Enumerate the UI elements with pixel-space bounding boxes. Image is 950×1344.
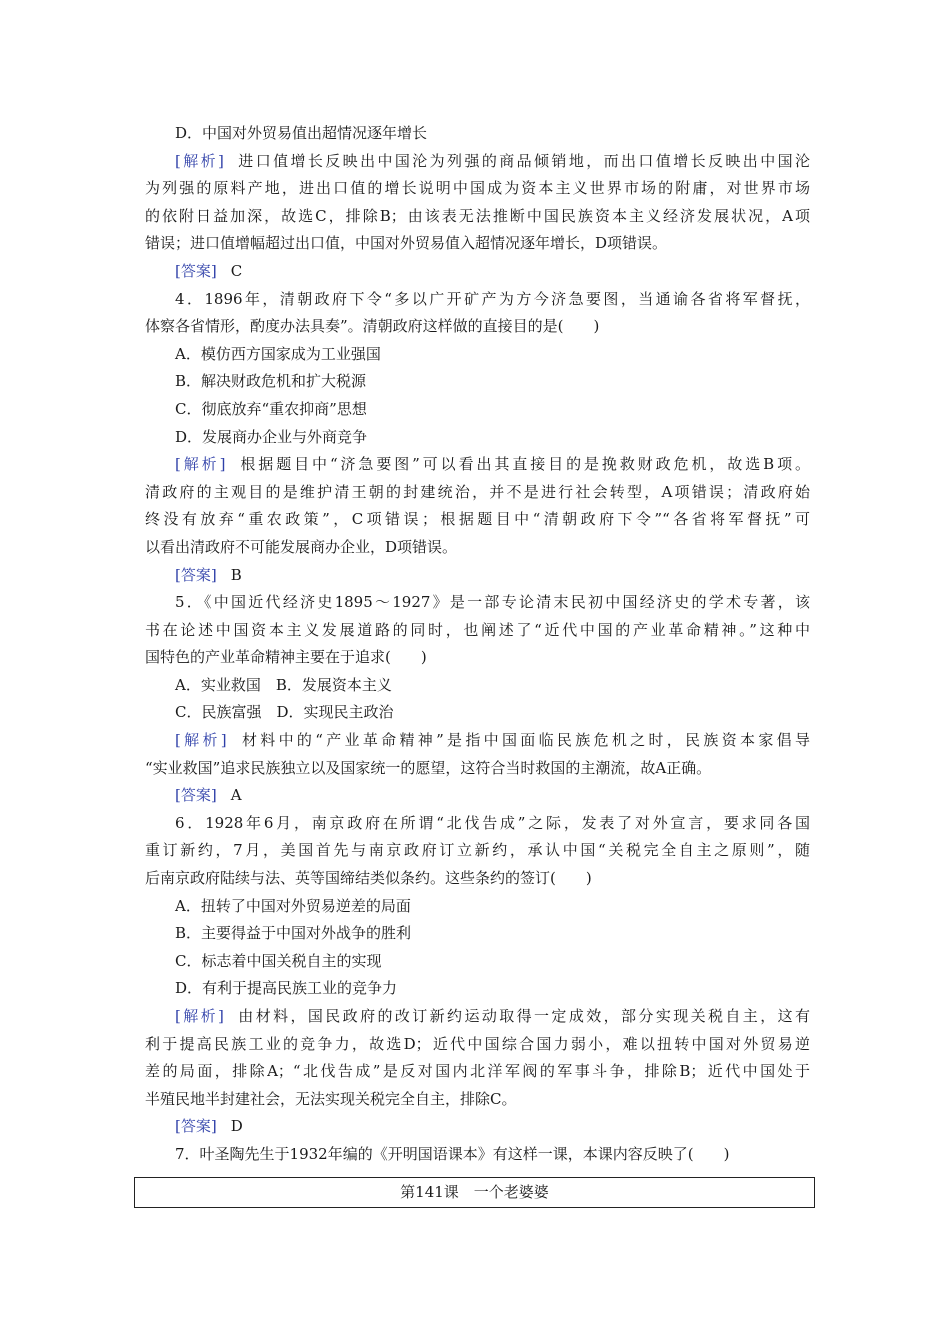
q6-option-c: C．标志着中国关税自主的实现: [175, 951, 382, 970]
q6-option-b: B．主要得益于中国对外战争的胜利: [175, 924, 412, 943]
q3-analysis-line: 为列强的原料产地，进出口值的增长说明中国成为资本主义世界市场的附庸，对世界市场: [145, 179, 810, 198]
q6-option-a: A．扭转了中国对外贸易逆差的局面: [175, 896, 411, 915]
q6-analysis-line: [解析] 由材料，国民政府的改订新约运动取得一定成效，部分实现关税自主，这有: [175, 1007, 810, 1025]
analysis-tag: [解析]: [175, 151, 224, 170]
answer-tag: [答案]: [175, 261, 217, 280]
analysis-tag: [解析]: [175, 1007, 224, 1025]
q3-answer: [145, 258, 810, 286]
lesson-title-box: [134, 1177, 815, 1208]
q4-answer: [145, 562, 810, 590]
q4-stem-line: 4．1896年，清朝政府下令“多以广开矿产为方今济急要图，当通谕各省将军督抚，: [175, 289, 810, 308]
q5-analysis-line: [解析] 材料中的“产业革命精神”是指中国面临民族危机之时，民族资本家倡导: [175, 731, 810, 750]
q4-analysis-line: 以看出清政府不可能发展商办企业，D项错误。: [145, 537, 458, 556]
q3-analysis-line: [解析] 进口值增长反映出中国沦为列强的商品倾销地，而出口值增长反映出中国沦: [175, 151, 810, 170]
q6-stem-line: 6．1928年6月，南京政府在所谓“北伐告成”之际，发表了对外宣言，要求同各国: [175, 813, 810, 832]
answer-value: A: [230, 786, 242, 805]
q6-answer: [145, 1113, 810, 1141]
q4-option-a: A．模仿西方国家成为工业强国: [175, 344, 381, 363]
q6-stem-line: 重订新约，7月，美国首先与南京政府订立新约，承认中国“关税完全自主之原则”，随: [145, 841, 810, 860]
analysis-tag: [解析]: [175, 731, 227, 750]
q4-option-c: C．彻底放弃“重农抑商”思想: [175, 399, 367, 418]
answer-tag: [答案]: [175, 565, 217, 584]
q5-answer: [145, 782, 810, 810]
q5-stem-line: 5．《中国近代经济史1895～1927》是一部专论清末民初中国经济史的学术专著，该: [175, 593, 810, 612]
q3-analysis-line: 的依附日益加深，故选C，排除B；由该表无法推断中国民族资本主义经济发展状况，A项: [145, 206, 810, 225]
q5-stem-line: 书在论述中国资本主义发展道路的同时，也阐述了“近代中国的产业革命精神。”这种中: [145, 620, 810, 639]
q4-stem-line: 体察各省情形，酌度办法具奏”。清朝政府这样做的直接目的是( ): [145, 317, 600, 336]
q6-analysis-line: 差的局面，排除A；“北伐告成”是反对国内北洋军阀的军事斗争，排除B；近代中国处于: [145, 1062, 810, 1081]
document-page: [145, 120, 810, 1169]
answer-value: D: [230, 1117, 243, 1136]
q6-analysis-line: 利于提高民族工业的竞争力，故选D；近代中国综合国力弱小，难以扭转中国对外贸易逆: [145, 1034, 810, 1053]
q6-stem-line: 后南京政府陆续与法、英等国缔结类似条约。这些条约的签订( ): [145, 869, 592, 888]
lesson-title: 第141课 一个老婆婆: [400, 1183, 549, 1201]
answer-value: B: [230, 565, 242, 584]
q4-analysis-line: 终没有放弃“重农政策”，C项错误；根据题目中“清朝政府下令”“各省将军督抚”可: [145, 510, 810, 529]
q7-stem-line: 7．叶圣陶先生于1932年编的《开明国语课本》有这样一课，本课内容反映了( ): [175, 1144, 730, 1163]
q4-analysis-line: [解析] 根据题目中“济急要图”可以看出其直接目的是挽救财政危机，故选B项。: [175, 455, 810, 474]
q6-option-d: D．有利于提高民族工业的竞争力: [175, 979, 398, 998]
q5-options-ab: A．实业救国 B．发展资本主义: [175, 675, 392, 694]
q4-option-b: B．解决财政危机和扩大税源: [175, 372, 367, 391]
q4-option-d: D．发展商办企业与外商竞争: [175, 427, 368, 446]
q6-analysis-line: 半殖民地半封建社会，无法实现关税完全自主，排除C。: [145, 1089, 517, 1108]
answer-tag: [答案]: [175, 786, 217, 805]
answer-value: C: [230, 261, 243, 280]
answer-tag: [答案]: [175, 1117, 217, 1136]
analysis-tag: [解析]: [175, 455, 226, 474]
q5-stem-line: 国特色的产业革命精神主要在于追求( ): [145, 648, 427, 667]
q4-analysis-line: 清政府的主观目的是维护清王朝的封建统治，并不是进行社会转型，A项错误；清政府始: [145, 482, 810, 501]
q3-analysis-line: 错误；进口值增幅超过出口值，中国对外贸易值入超情况逐年增长，D项错误。: [145, 234, 668, 253]
q5-analysis-line: “实业救国”追求民族独立以及国家统一的愿望，这符合当时救国的主潮流，故A正确。: [145, 758, 712, 777]
q5-options-cd: C．民族富强 D．实现民主政治: [175, 703, 394, 722]
q3-option-d: D．中国对外贸易值出超情况逐年增长: [175, 124, 428, 142]
